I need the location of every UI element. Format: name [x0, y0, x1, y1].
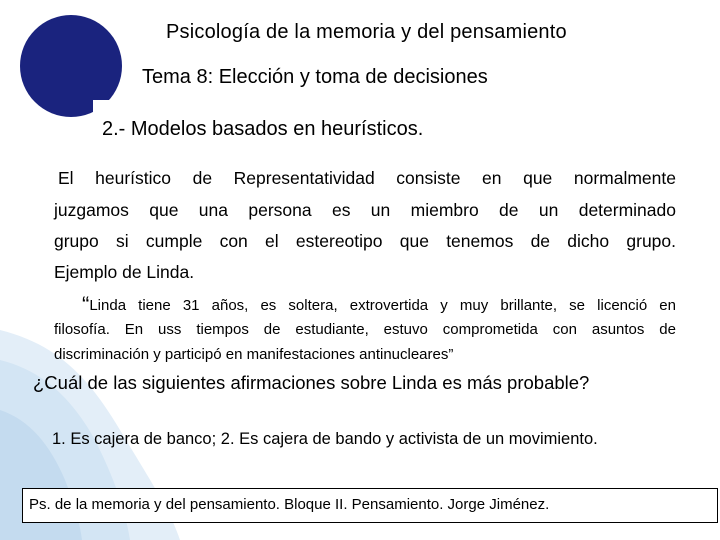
slide-title: Psicología de la memoria y del pensamiento — [166, 21, 567, 43]
slide-subtitle: Tema 8: Elección y toma de decisiones — [142, 66, 488, 88]
footer-box — [22, 488, 718, 523]
question-text: ¿Cuál de las siguientes afirmaciones sobre Linda es más probable? — [33, 372, 590, 393]
footer-text: Ps. de la memoria y del pensamiento. Bloque II. Pensamiento. Jorge Jiménez. — [29, 496, 550, 513]
quote-open-mark: “ — [82, 292, 90, 317]
paragraph-line: juzgamos que una persona es un miembro de un determinado — [54, 200, 676, 220]
logo-circle — [19, 14, 123, 118]
quote-line: filosofía. En uss tiempos de estudiante, estuvo comprometida con asuntos de — [54, 321, 676, 338]
quote-line-text: Linda tiene 31 años, es soltera, extrovertida y muy brillante, se licenció en — [89, 297, 676, 314]
answer-options: 1. Es cajera de banco; 2. Es cajera de bando y activista de un movimiento. — [52, 430, 598, 448]
section-heading: 2.- Modelos basados en heurísticos. — [102, 118, 424, 140]
quote-line — [82, 294, 676, 316]
quote-line: discriminación y participó en manifestaciones antinucleares” — [54, 346, 454, 363]
paragraph-line: Ejemplo de Linda. — [54, 262, 195, 282]
paragraph-line: grupo si cumple con el estereotipo que tenemos de dicho grupo. — [54, 231, 676, 251]
paragraph-line: El heurístico de Representatividad consiste en que normalmente — [58, 168, 676, 188]
